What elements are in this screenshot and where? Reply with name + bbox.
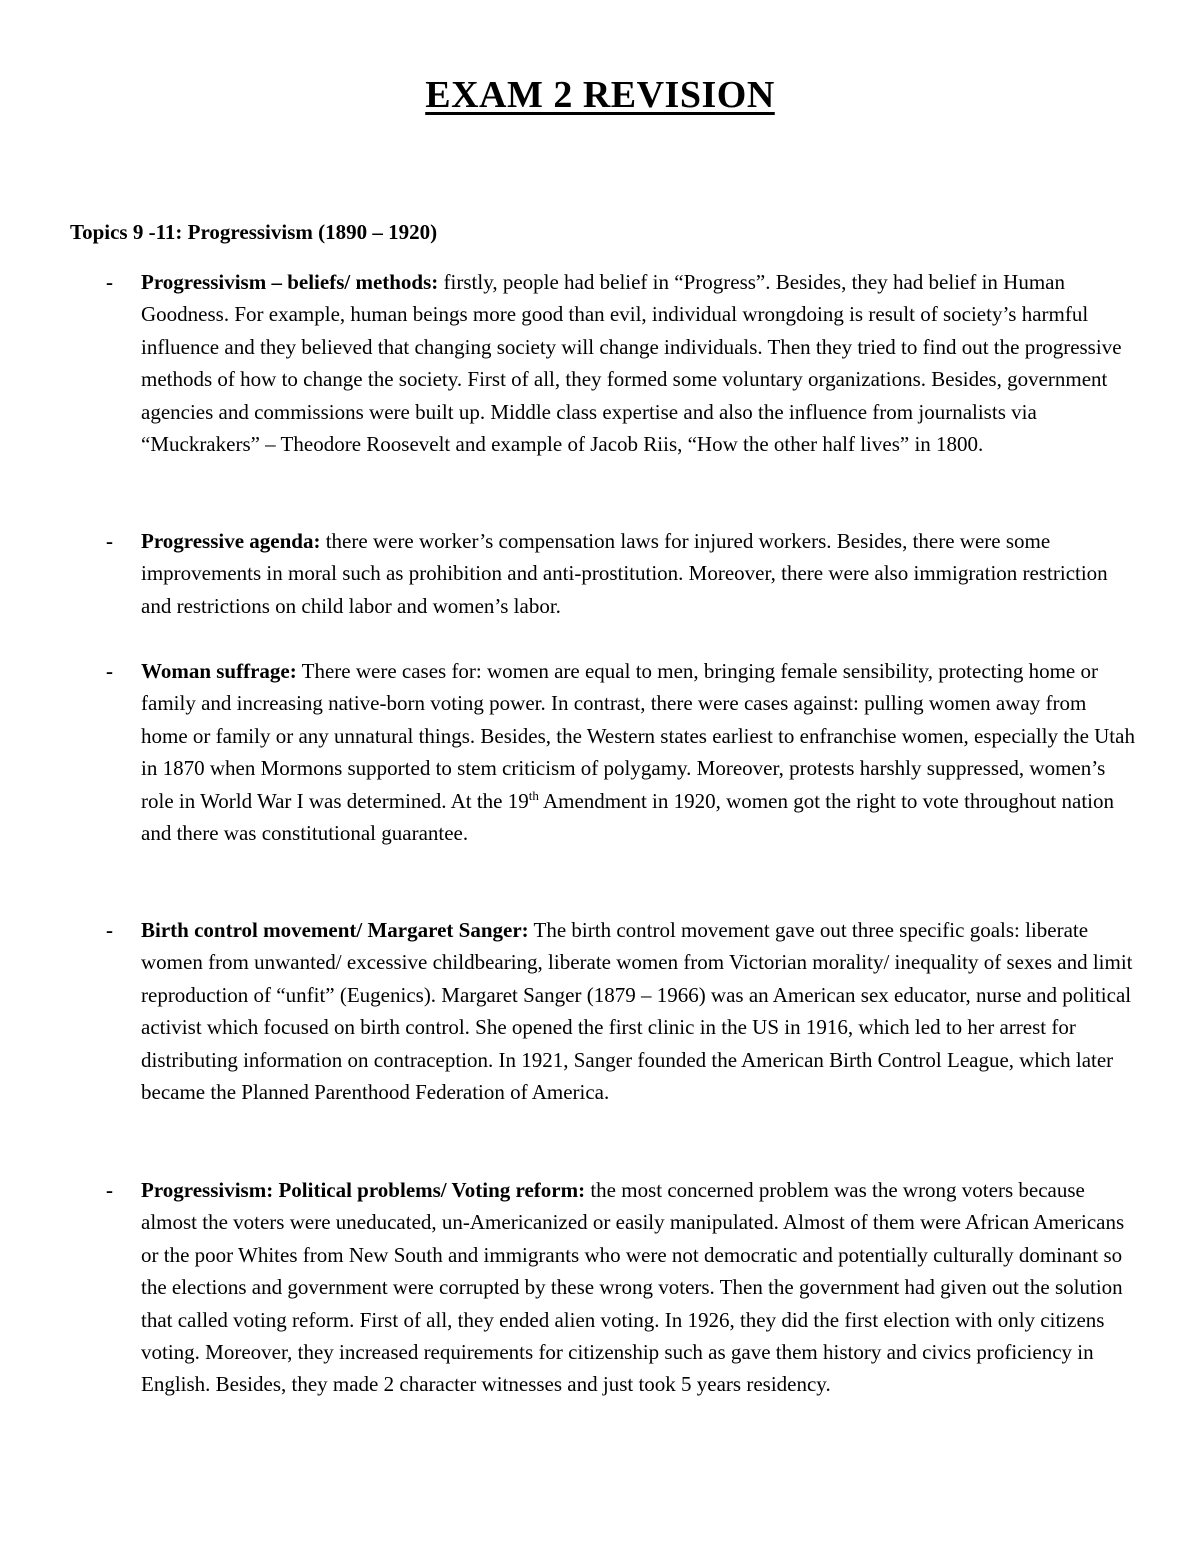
bullet-text: There were cases for: women are equal to men, bringing female sensibility, protecting home or family and increasing native-born voting power. In contrast, there were cases against: pulling women away from home or family or any unnatural things. Besides, the Western states earliest to enfranchise women, especially the Utah in 1870 when Mormons supported to stem criticism of polygamy. Moreover, protests harshly suppressed, women’s role in World War I was determined. At the 19 xyxy=(141,659,1135,813)
section-heading: Topics 9 -11: Progressivism (1890 – 1920) xyxy=(70,220,438,244)
bullet-heading: Progressive agenda: xyxy=(141,529,321,553)
bullet-progressive-agenda xyxy=(70,525,1135,622)
bullet-text: the most concerned problem was the wrong voters because almost the voters were uneducated, un-Americanized or easily manipulated. Almost of them were African Americans or the poor Whites from New South and immigrants who were not democratic and potentially culturally dominant so the elections and government were corrupted by these wrong voters. Then the government had given out the solution that called voting reform. First of all, they ended alien voting. In 1926, they did the first election with only citizens voting. Moreover, they increased requirements for citizenship such as gave them history and civics proficiency in English. Besides, they made 2 character witnesses and just took 5 years residency. xyxy=(141,1178,1125,1397)
bullet-marker: - xyxy=(106,270,113,294)
bullet-text-continued: Amendment in 1920, women got the right to vote throughout nation and there was constitutional guarantee. xyxy=(141,788,1114,846)
bullet-text: there were worker’s compensation laws for injured workers. Besides, there were some improvements in moral such as prohibition and anti-prostitution. Moreover, there were also immigration restriction and restrictions on child labor and women’s labor. xyxy=(141,529,1108,618)
document-title: EXAM 2 REVISION xyxy=(425,74,775,116)
bullet-body xyxy=(141,525,1135,622)
bullet-heading: Woman suffrage: xyxy=(141,659,297,683)
ordinal-superscript: th xyxy=(528,787,539,803)
bullet-marker: - xyxy=(106,659,113,683)
bullet-marker: - xyxy=(106,529,113,553)
bullet-marker: - xyxy=(106,1178,113,1202)
bullet-progressivism-beliefs xyxy=(70,266,1135,460)
bullet-body xyxy=(141,914,1135,1108)
bullet-body xyxy=(141,266,1135,460)
bullet-body xyxy=(141,1174,1135,1401)
bullet-text: The birth control movement gave out three specific goals: liberate women from unwanted/ excessive childbearing, liberate women from Victorian morality/ inequality of sexes and limit reproduction of “unfit” (Eugenics). Margaret Sanger (1879 – 1966) was an American sex educator, nurse and political activist which focused on birth control. She opened the first clinic in the US in 1916, which led to her arrest for distributing information on contraception. In 1921, Sanger founded the American Birth Control League, which later became the Planned Parenthood Federation of America. xyxy=(141,918,1133,1105)
bullet-woman-suffrage xyxy=(70,655,1135,849)
bullet-voting-reform xyxy=(70,1174,1135,1401)
bullet-heading: Birth control movement/ Margaret Sanger: xyxy=(141,918,529,942)
bullet-birth-control xyxy=(70,914,1135,1108)
bullet-text: firstly, people had belief in “Progress”. Besides, they had belief in Human Goodness. For example, human beings more good than evil, individual wrongdoing is result of society’s harmful influence and they believed that changing society will change individuals. Then they tried to find out the progressive methods of how to change the society. First of all, they formed some voluntary organizations. Besides, government agencies and commissions were built up. Middle class expertise and also the influence from journalists via “Muckrakers” – Theodore Roosevelt and example of Jacob Riis, “How the other half lives” in 1800. xyxy=(141,270,1122,457)
bullet-marker: - xyxy=(106,918,113,942)
bullet-heading: Progressivism – beliefs/ methods: xyxy=(141,270,439,294)
bullet-heading: Progressivism: Political problems/ Voting reform: xyxy=(141,1178,586,1202)
bullet-body xyxy=(141,655,1135,849)
